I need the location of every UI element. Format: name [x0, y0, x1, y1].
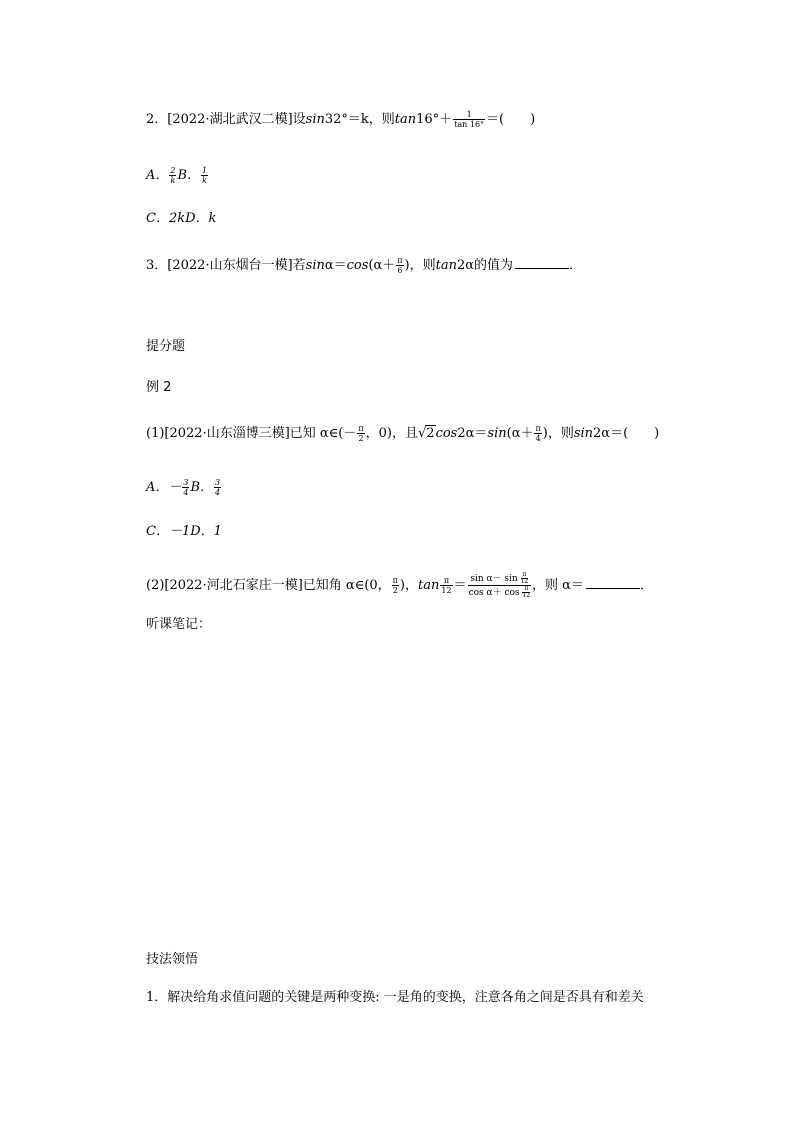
fraction: $\frac{3}{4}$	[183, 478, 189, 497]
fraction: $\frac{\pi}{6}$	[397, 256, 403, 275]
answer-blank[interactable]	[586, 577, 640, 589]
fraction: $\frac{2}{k}$	[170, 166, 176, 185]
notes-label: 听课笔记：	[146, 617, 212, 632]
example-label: 例 2	[146, 380, 172, 395]
answer-blank[interactable]	[515, 257, 569, 269]
tip-1: 1．解决给角求值问题的关键是两种变换: 一是角的变换，注意各角之间是否具有和差关	[146, 990, 644, 1005]
fraction: $\frac{\pi}{4}$	[535, 424, 541, 443]
tips-title: 技法领悟	[146, 952, 199, 967]
e1-options-cd: C．－1D．1	[146, 524, 222, 539]
example-part-2: (2)[2022·河北石家庄一模]已知角 α∈(0， $\frac{\pi}{2}$ )，tan $\frac{\pi}{12}$ ＝ sin α－ sin $\frac{\pi}{12}$ cos α＋ cos $\frac{\pi}{12}$ ，则 α＝ ．	[146, 571, 653, 599]
sqrt-symbol: √	[418, 426, 427, 441]
e1-options-ab: A．－ $\frac{3}{4}$ B． $\frac{3}{4}$	[146, 478, 221, 497]
fraction: $\frac{\pi}{2}$	[392, 576, 398, 595]
fraction: $\frac{\pi}{12}$	[441, 576, 452, 595]
question-3: 3．[2022·山东烟台一模]若sinα＝cos(α＋ $\frac{\pi}{6}$ )，则tan2α的值为 ．	[146, 256, 583, 275]
question-2: 2．[2022·湖北武汉二模]设sin32°＝k，则tan16°＋ $\frac{1}{\tan 16^\circ}$ ＝( )	[146, 110, 536, 129]
q2-options-ab: A． $\frac{2}{k}$ B． $\frac{1}{k}$	[146, 166, 208, 185]
example-part-1: (1)[2022·山东淄博三模]已知 α∈(－ $\frac{\pi}{2}$ ，0)，且√2cos2α＝sin(α＋ $\frac{\pi}{4}$ )，则sin2α＝( )	[146, 424, 660, 443]
fraction: $\frac{1}{k}$	[202, 166, 208, 185]
fraction: $\frac{1}{\tan 16^\circ}$	[454, 110, 485, 129]
section-title: 提分题	[146, 339, 186, 354]
big-fraction: sin α－ sin $\frac{\pi}{12}$ cos α＋ cos $\frac{\pi}{12}$	[468, 571, 531, 599]
fraction: $\frac{3}{4}$	[215, 478, 221, 497]
fraction: $\frac{\pi}{2}$	[358, 424, 364, 443]
q2-options-cd: C．2kD．k	[146, 211, 217, 226]
